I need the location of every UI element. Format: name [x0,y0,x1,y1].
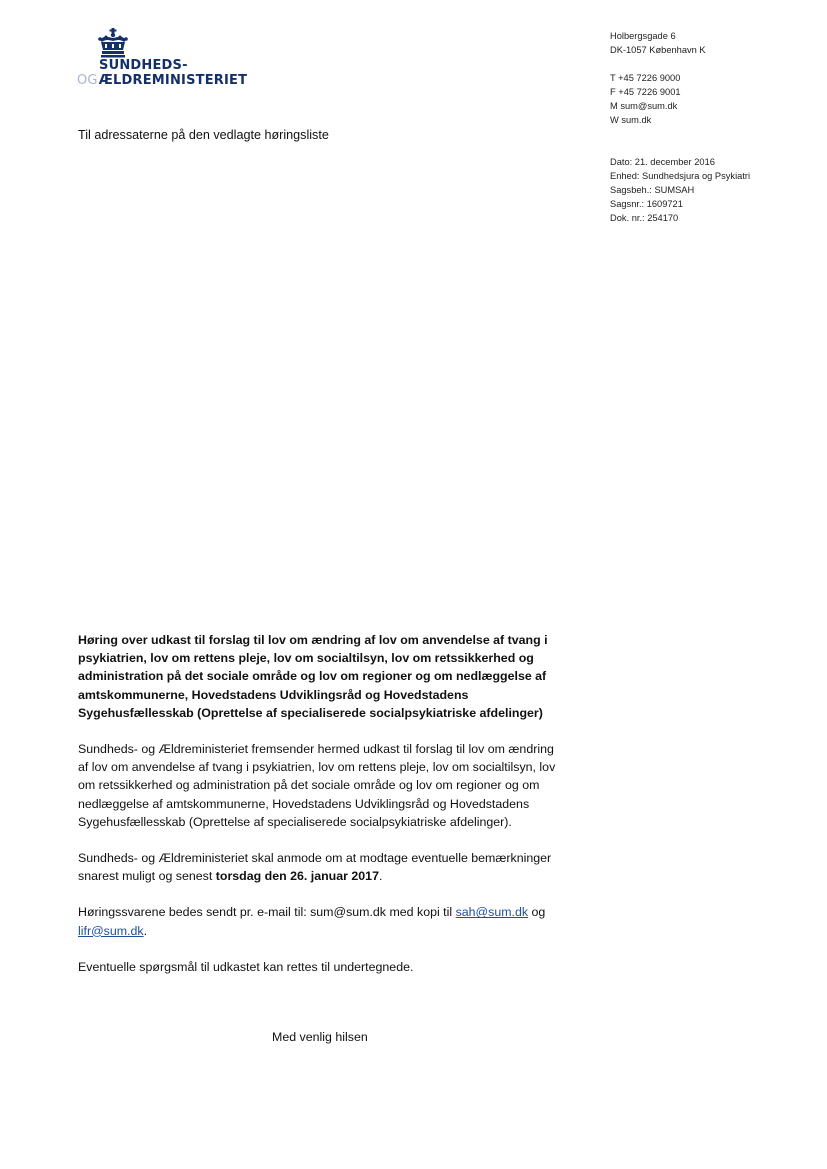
deadline-date: torsdag den 26. januar 2017 [215,869,379,884]
letter-unit: Enhed: Sundhedsjura og Psykiatri [610,171,751,181]
deadline-end: . [378,869,383,884]
letter-subject: Høring over udkast til forslag til lov om ændring af lov om anvendelse af tvang i psykiatrien, lov om rettens pleje, lov om socialtilsyn, lov om retssikkerhed og administration på det sociale område og lov om regioner og om nedlæggelse af amtskommunerne, Hovedstadens Udviklingsråd og Hovedstadens Sygehusfællesskab (Oprettelse af specialiserede socialpsykiatriske afdelinger) [78,633,548,720]
paragraph-questions: Eventuelle spørgsmål til udkastet kan rettes til undertegnede. [78,959,414,974]
submission-text: Høringssvarene bedes sendt pr. e-mail til: sum@sum.dk med kopi til [78,905,456,920]
paragraph-submission [78,903,563,939]
sender-city: DK-1057 København K [610,45,706,55]
letter-date: Dato: 21. december 2016 [610,157,715,167]
logo-og-prefix: OG [77,73,98,88]
royal-crown-icon [96,28,130,58]
ministry-logo [77,28,277,92]
sender-email: M sum@sum.dk [610,101,678,111]
sender-phone: T +45 7226 9000 [610,73,681,83]
sender-web: W sum.dk [610,115,652,125]
logo-ministry-name: ÆLDREMINISTERIET [98,73,248,88]
sender-street: Holbergsgade 6 [610,31,676,41]
email-link-sah[interactable]: sah@sum.dk [455,905,529,920]
letter-document-number: Dok. nr.: 254170 [610,213,679,223]
submission-end: . [143,923,148,938]
addressee-line: Til adressaterne på den vedlagte høringsliste [78,128,329,142]
submission-conjunction: og [528,905,546,920]
sender-fax: F +45 7226 9001 [610,87,681,97]
logo-text-line1: SUNDHEDS- [99,58,188,73]
letter-case-number: Sagsnr.: 1609721 [610,199,683,209]
letter-body [78,631,563,994]
logo-text-line2 [77,73,247,88]
email-link-lifr[interactable]: lifr@sum.dk [78,923,144,938]
sender-details [610,29,820,225]
deadline-text: Sundheds- og Ældreministeriet skal anmode om at modtage eventuelle bemærkninger snarest muligt og senest [78,851,552,884]
paragraph-deadline [78,849,563,885]
letter-caseworker: Sagsbeh.: SUMSAH [610,185,695,195]
closing-greeting: Med venlig hilsen [272,1030,368,1044]
paragraph-intro: Sundheds- og Ældreministeriet fremsender hermed udkast til forslag til lov om ændring af lov om anvendelse af tvang i psykiatrien, lov om rettens pleje, lov om socialtilsyn, lov om retssikkerhed og administration på det sociale område og lov om regioner og om nedlæggelse af amtskommunerne, Hovedstadens Udviklingsråd og Hovedstadens Sygehusfællesskab (Oprettelse af specialiserede socialpsykiatriske afdelinger). [78,742,556,829]
